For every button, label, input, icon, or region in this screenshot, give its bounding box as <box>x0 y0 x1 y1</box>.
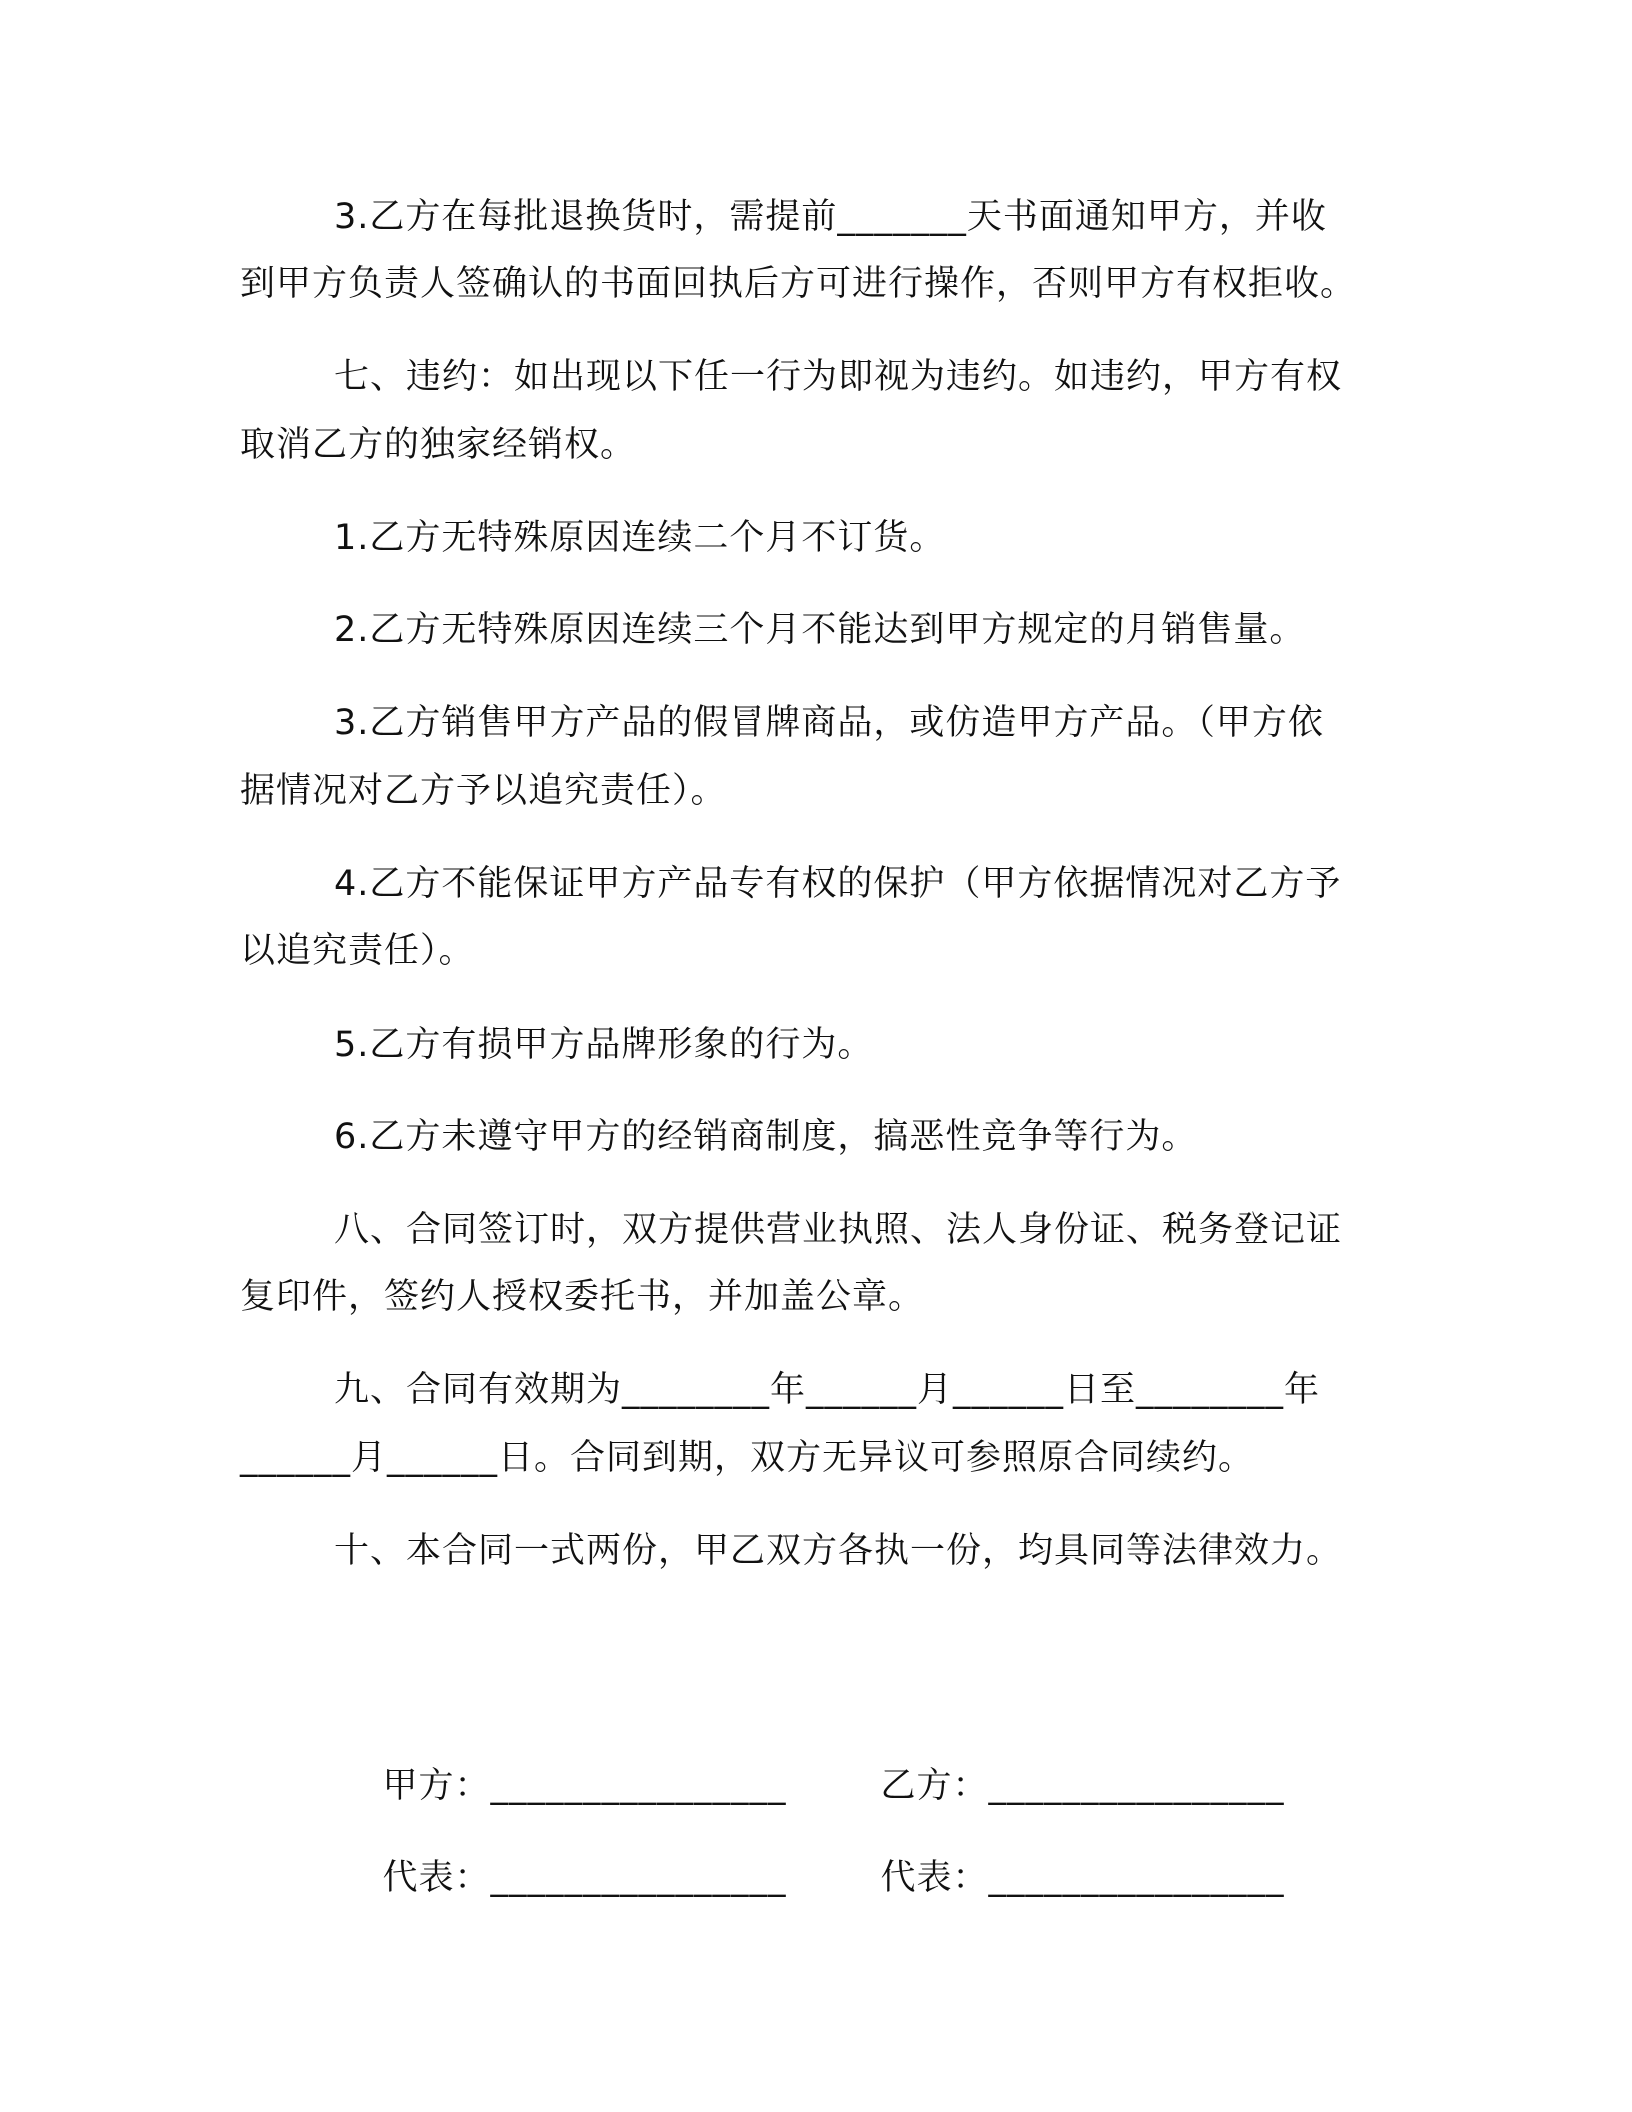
rep-b-blank: ________________ <box>988 1858 1285 1898</box>
clause-7-1: 1.乙方无特殊原因连续二个月不订货。 <box>334 518 946 558</box>
rep-a-label: 代表： <box>382 1858 491 1898</box>
party-b-label: 乙方： <box>880 1766 989 1806</box>
clause-7-4-line-1: 4.乙方不能保证甲方产品专有权的保护（甲方依据情况对乙方予 <box>334 864 1342 904</box>
rep-b-signature-line <box>832 1806 1285 1950</box>
clause-10: 十、本合同一式两份，甲乙双方各执一份，均具同等法律效力。 <box>334 1531 1343 1571</box>
party-a-blank: ________________ <box>490 1766 787 1806</box>
rep-a-signature-line <box>334 1806 787 1950</box>
clause-7-line-2: 取消乙方的独家经销权。 <box>240 425 637 465</box>
clause-8-line-2: 复印件，签约人授权委托书，并加盖公章。 <box>240 1277 925 1317</box>
party-b-blank: ________________ <box>988 1766 1285 1806</box>
rep-b-label: 代表： <box>880 1858 989 1898</box>
party-a-label: 甲方： <box>382 1766 491 1806</box>
clause-7-3-line-2: 据情况对乙方予以追究责任）。 <box>240 771 727 811</box>
clause-8-line-1: 八、合同签订时，双方提供营业执照、法人身份证、税务登记证 <box>334 1210 1343 1250</box>
clause-7-2: 2.乙方无特殊原因连续三个月不能达到甲方规定的月销售量。 <box>334 610 1306 650</box>
clause-7-3-line-1: 3.乙方销售甲方产品的假冒牌商品，或仿造甲方产品。（甲方依 <box>334 703 1324 743</box>
clause-9-line-2: ______月______日。合同到期，双方无异议可参照原合同续约。 <box>240 1438 1255 1478</box>
clause-7-6: 6.乙方未遵守甲方的经销商制度，搞恶性竞争等行为。 <box>334 1117 1198 1157</box>
clause-6-3-line-1: 3.乙方在每批退换货时，需提前_______天书面通知甲方，并收 <box>334 197 1327 237</box>
clause-7-5: 5.乙方有损甲方品牌形象的行为。 <box>334 1025 874 1065</box>
clause-9-line-1: 九、合同有效期为________年______月______日至________年 <box>334 1370 1321 1410</box>
clause-6-3-line-2: 到甲方负责人签确认的书面回执后方可进行操作，否则甲方有权拒收。 <box>240 264 1357 304</box>
rep-a-blank: ________________ <box>490 1858 787 1898</box>
clause-7-4-line-2: 以追究责任）。 <box>240 931 475 971</box>
clause-7-line-1: 七、违约：如出现以下任一行为即视为违约。如违约，甲方有权 <box>334 357 1343 397</box>
